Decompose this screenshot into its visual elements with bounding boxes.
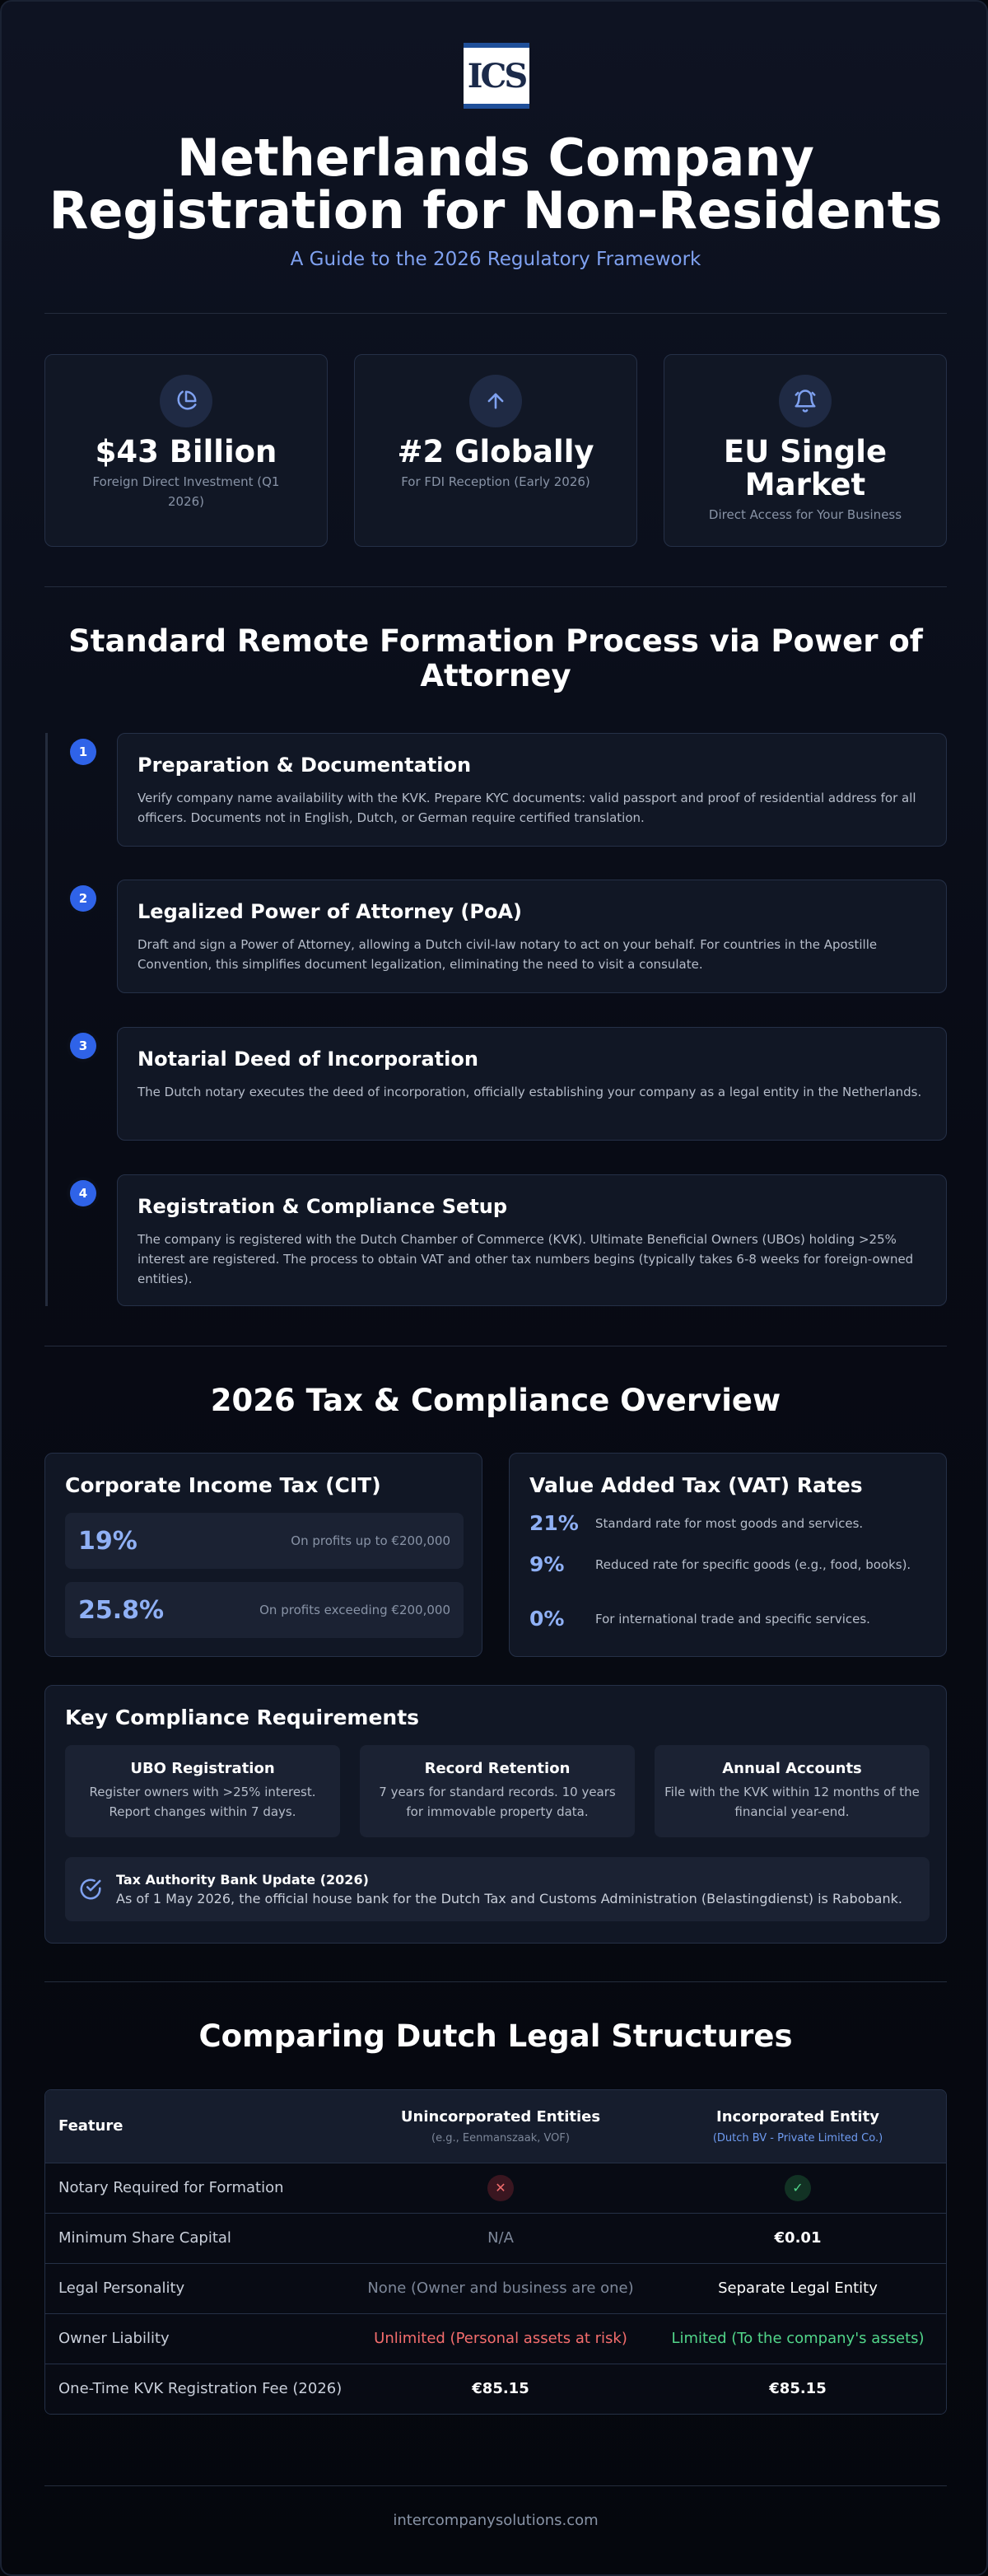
company-logo xyxy=(464,43,529,109)
unincorporated-cell: None (Owner and business are one) xyxy=(367,2280,634,2297)
footer-link[interactable]: intercompanysolutions.com xyxy=(393,2512,599,2529)
compliance-item-title: Record Retention xyxy=(424,1760,571,1777)
incorporated-cell: €0.01 xyxy=(774,2229,822,2247)
cit-title: Corporate Income Tax (CIT) xyxy=(65,1473,381,1497)
page-title-line-1: Netherlands Company xyxy=(177,128,814,188)
cit-label: On profits up to €200,000 xyxy=(291,1533,450,1548)
bank-update-desc: As of 1 May 2026, the official house bank for the Dutch Tax and Customs Administration (Belastingdienst) is Rabobank. xyxy=(116,1891,902,1906)
table-row xyxy=(45,2364,946,2414)
compliance-item-title: UBO Registration xyxy=(130,1760,275,1777)
incorporated-cell xyxy=(650,2163,946,2213)
cit-rate: 19% xyxy=(78,1526,137,1556)
vat-label: For international trade and specific services. xyxy=(595,1611,870,1626)
cit-label: On profits exceeding €200,000 xyxy=(259,1603,450,1617)
stat-description: Direct Access for Your Business xyxy=(708,507,902,522)
unincorporated-cell xyxy=(352,2163,650,2213)
column-header-sublabel: (Dutch BV - Private Limited Co.) xyxy=(712,2131,883,2144)
cit-card xyxy=(44,1453,482,1657)
pie-chart-icon xyxy=(160,375,212,427)
divider xyxy=(44,313,947,314)
incorporated-cell: Separate Legal Entity xyxy=(718,2280,878,2297)
compliance-item-records xyxy=(360,1745,635,1837)
step-title: Legalized Power of Attorney (PoA) xyxy=(137,900,522,923)
column-header-label: Incorporated Entity xyxy=(716,2107,879,2126)
comparison-heading: Comparing Dutch Legal Structures xyxy=(198,2018,793,2054)
feature-cell: One-Time KVK Registration Fee (2026) xyxy=(58,2380,343,2398)
step-description: Verify company name availability with the KVK. Prepare KYC documents: valid passport and proof of residential address for all officers. Documents not in English, Dutch, or German require certified translation. xyxy=(137,791,916,825)
stat-card-fdi xyxy=(44,354,328,547)
vat-rate: 0% xyxy=(529,1607,565,1631)
unincorporated-cell: N/A xyxy=(487,2229,514,2247)
divider xyxy=(44,2485,947,2486)
vat-card xyxy=(509,1453,947,1657)
process-step-4 xyxy=(117,1174,947,1306)
feature-cell: Owner Liability xyxy=(58,2330,170,2347)
tax-heading: 2026 Tax & Compliance Overview xyxy=(210,1383,781,1418)
vat-row xyxy=(529,1607,925,1631)
bell-icon xyxy=(779,375,832,427)
process-step-1 xyxy=(117,733,947,847)
step-description: Draft and sign a Power of Attorney, allowing a Dutch civil-law notary to act on your behalf. For countries in the Apostille Convention, this simplifies document legalization, eliminating the need to visit a consulate. xyxy=(137,937,878,972)
process-step-2 xyxy=(117,880,947,993)
bank-update-title: Tax Authority Bank Update (2026) xyxy=(116,1872,369,1888)
vat-title: Value Added Tax (VAT) Rates xyxy=(529,1473,863,1497)
compliance-item-title: Annual Accounts xyxy=(722,1760,862,1777)
stat-description: Foreign Direct Investment (Q1 2026) xyxy=(92,474,280,509)
page-subtitle: A Guide to the 2026 Regulatory Framework xyxy=(290,249,701,270)
unincorporated-cell: €85.15 xyxy=(472,2380,529,2398)
process-step-3 xyxy=(117,1027,947,1141)
column-header-incorporated xyxy=(650,2090,946,2163)
page-title-line-2: Registration for Non-Residents xyxy=(49,180,943,240)
incorporated-cell: €85.15 xyxy=(769,2380,827,2398)
compliance-item-ubo xyxy=(65,1745,340,1837)
vat-rate: 9% xyxy=(529,1552,565,1576)
check-circle-icon xyxy=(78,1877,103,1902)
step-number: 4 xyxy=(70,1180,96,1206)
cit-rate: 25.8% xyxy=(78,1595,165,1625)
comparison-table xyxy=(44,2089,947,2415)
stat-description: For FDI Reception (Early 2026) xyxy=(401,474,590,489)
feature-cell: Minimum Share Capital xyxy=(58,2229,231,2247)
process-heading: Standard Remote Formation Process via Power of Attorney xyxy=(68,623,923,693)
vat-label: Reduced rate for specific goods (e.g., food, books). xyxy=(595,1556,911,1572)
timeline-line xyxy=(45,733,48,1306)
feature-cell: Notary Required for Formation xyxy=(58,2179,284,2196)
compliance-card xyxy=(44,1685,947,1944)
arrow-up-icon xyxy=(469,375,522,427)
compliance-item-desc: File with the KVK within 12 months of the financial year-end. xyxy=(664,1785,920,1819)
page-title xyxy=(2,128,988,240)
cross-icon: ✕ xyxy=(487,2175,514,2201)
table-row xyxy=(45,2213,946,2263)
table-row xyxy=(45,2263,946,2313)
vat-row xyxy=(529,1552,925,1576)
step-description: The company is registered with the Dutch Chamber of Commerce (KVK). Ultimate Beneficial Owners (UBOs) holding >25% interest are registered. The process to obtain VAT and other tax numbers begins (typically takes 6-8 weeks for foreign-owned entities). xyxy=(137,1232,914,1286)
divider xyxy=(44,1981,947,1982)
step-number: 3 xyxy=(70,1033,96,1059)
unincorporated-cell: Unlimited (Personal assets at risk) xyxy=(374,2330,627,2347)
step-title: Notarial Deed of Incorporation xyxy=(137,1048,478,1071)
compliance-item-desc: 7 years for standard records. 10 years for immovable property data. xyxy=(379,1785,616,1819)
table-row xyxy=(45,2163,946,2213)
stat-value: $43 Billion xyxy=(95,434,277,469)
compliance-item-accounts xyxy=(655,1745,930,1837)
compliance-title: Key Compliance Requirements xyxy=(65,1706,420,1729)
stat-card-rank xyxy=(354,354,637,547)
bank-update xyxy=(65,1857,930,1921)
step-title: Preparation & Documentation xyxy=(137,754,472,777)
incorporated-cell: Limited (To the company's assets) xyxy=(671,2330,925,2347)
check-icon: ✓ xyxy=(785,2175,811,2201)
vat-label: Standard rate for most goods and services. xyxy=(595,1515,864,1531)
stat-value: EU Single Market xyxy=(723,434,888,502)
cit-row xyxy=(65,1582,464,1638)
step-description: The Dutch notary executes the deed of incorporation, officially establishing your company as a legal entity in the Netherlands. xyxy=(137,1085,922,1099)
vat-rate: 21% xyxy=(529,1511,579,1535)
step-number: 1 xyxy=(70,739,96,765)
table-header-row xyxy=(45,2090,946,2163)
logo-text: ICS xyxy=(467,56,526,96)
column-header-feature: Feature xyxy=(58,2117,124,2135)
table-row xyxy=(45,2313,946,2364)
stat-card-market xyxy=(664,354,947,547)
step-number: 2 xyxy=(70,885,96,912)
column-header-label: Unincorporated Entities xyxy=(400,2107,601,2126)
column-header-sublabel: (e.g., Eenmanszaak, VOF) xyxy=(431,2131,570,2144)
column-header-unincorporated xyxy=(352,2090,650,2163)
step-title: Registration & Compliance Setup xyxy=(137,1195,508,1218)
cit-row xyxy=(65,1513,464,1569)
vat-row xyxy=(529,1511,925,1535)
feature-cell: Legal Personality xyxy=(58,2280,185,2297)
divider xyxy=(44,586,947,587)
compliance-item-desc: Register owners with >25% interest. Report changes within 7 days. xyxy=(89,1785,316,1819)
stat-value: #2 Globally xyxy=(397,434,594,469)
